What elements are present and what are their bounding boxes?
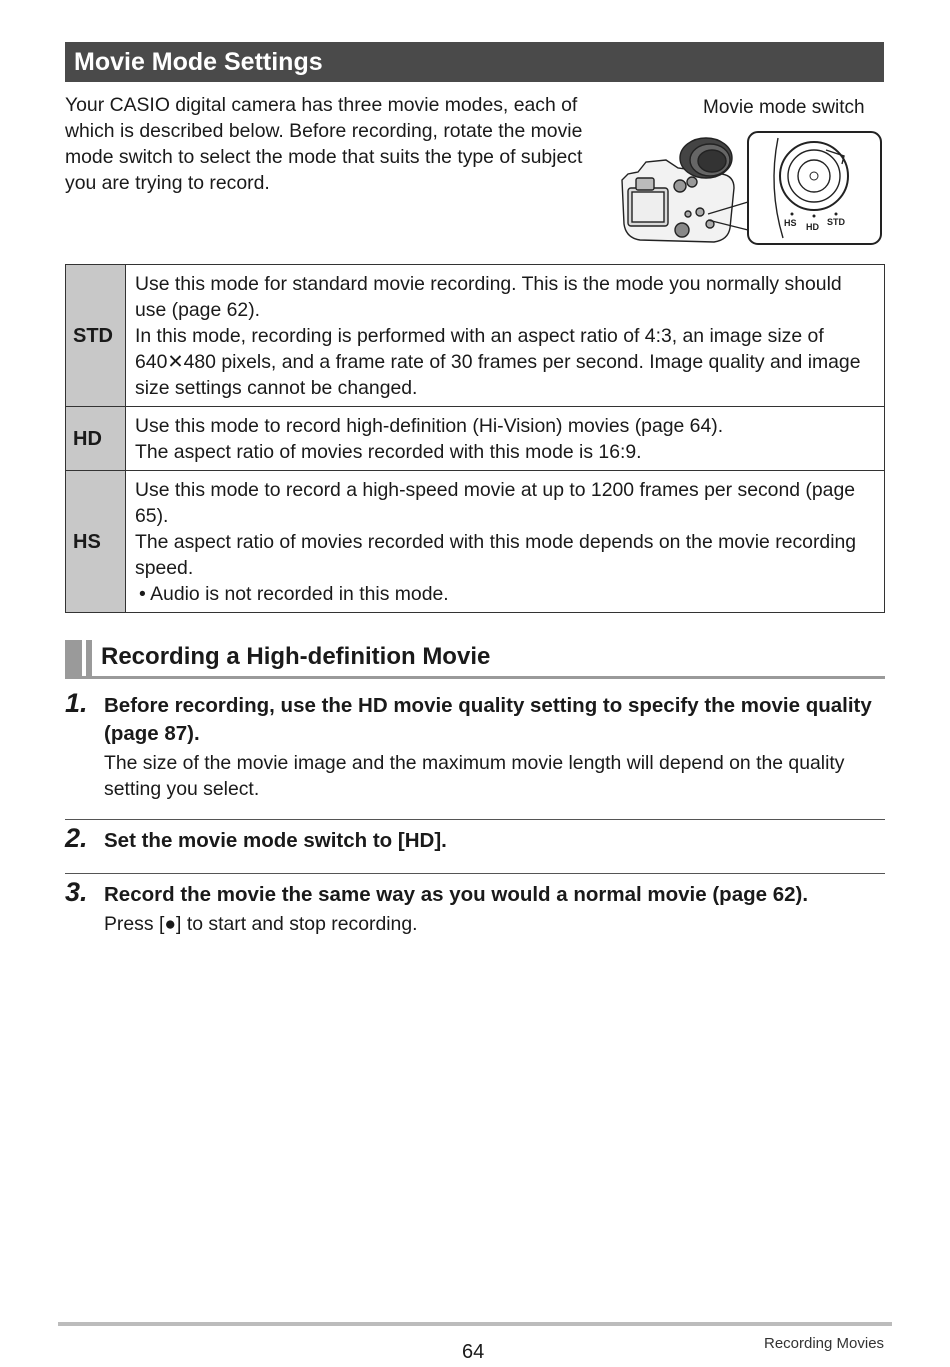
step-number: 2.	[65, 823, 88, 853]
step-1	[65, 688, 885, 802]
page-number: 64	[462, 1341, 485, 1363]
figure-caption: Movie mode switch	[703, 97, 865, 118]
subsection-heading	[65, 640, 885, 676]
step-heading: Set the movie mode switch to [HD].	[104, 829, 447, 852]
mode-line: Use this mode to record a high-speed movie at up to 1200 frames per second (page 65).	[135, 479, 856, 527]
step-number: 3.	[65, 877, 88, 907]
mode-line: The aspect ratio of movies recorded with this mode is 16:9.	[135, 441, 642, 463]
mode-row-std	[66, 265, 885, 407]
mode-key: STD	[66, 265, 126, 407]
mode-description	[126, 407, 885, 471]
heading-underline	[65, 676, 885, 679]
intro-paragraph: Your CASIO digital camera has three movie modes, each of which is described below. Before recording, rotate the movie mode switch to select the mode that suits the type of subject you are trying to record.	[65, 94, 583, 194]
mode-line: Use this mode to record high-definition (Hi-Vision) movies (page 64).	[135, 415, 724, 437]
mode-row-hs	[66, 471, 885, 613]
heading-marker	[86, 640, 92, 676]
footer-section-name: Recording Movies	[764, 1335, 885, 1352]
mode-line: Use this mode for standard movie recording. This is the mode you normally should use (page 62).	[135, 273, 842, 321]
step-heading: Before recording, use the HD movie quality setting to specify the movie quality (page 87).	[104, 694, 872, 745]
step-2	[65, 823, 885, 855]
step-number: 1.	[65, 688, 88, 718]
movie-modes-table	[65, 264, 885, 613]
subsection-title: Recording a High-definition Movie	[101, 643, 491, 670]
camera-icon	[622, 138, 734, 242]
mode-bullet: • Audio is not recorded in this mode.	[139, 583, 449, 605]
dial-label-std: STD	[827, 217, 845, 227]
camera-mode-switch-illustration	[618, 128, 884, 248]
step-divider	[65, 873, 885, 874]
dial-label-hd: HD	[806, 222, 819, 232]
mode-line: In this mode, recording is performed with an aspect ratio of 4:3, an image size of 640✕480 pixels, and a frame rate of 30 frames per second. Image quality and image size settings cannot be changed.	[135, 325, 861, 399]
mode-key: HD	[66, 407, 126, 471]
section-title: Movie Mode Settings	[65, 42, 884, 82]
switch-detail-box	[748, 132, 881, 244]
step-body: Press [●] to start and stop recording.	[104, 913, 418, 935]
step-body: The size of the movie image and the maximum movie length will depend on the quality setting you select.	[104, 752, 845, 800]
mode-description	[126, 265, 885, 407]
mode-line: The aspect ratio of movies recorded with this mode depends on the movie recording speed.	[135, 531, 857, 579]
dial-label-hs: HS	[784, 218, 797, 228]
mode-row-hd	[66, 407, 885, 471]
step-heading: Record the movie the same way as you would a normal movie (page 62).	[104, 883, 809, 906]
mode-description	[126, 471, 885, 613]
mode-key: HS	[66, 471, 126, 613]
step-divider	[65, 819, 885, 820]
step-3	[65, 877, 885, 937]
footer-rule	[58, 1322, 892, 1326]
heading-marker	[65, 640, 82, 676]
